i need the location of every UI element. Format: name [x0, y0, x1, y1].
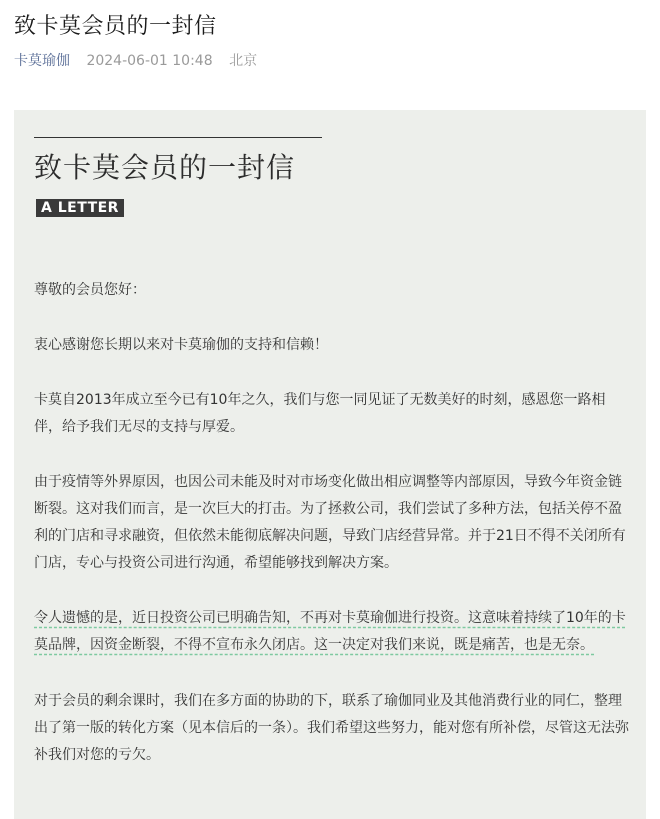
closure-text: 令人遗憾的是，近日投资公司已明确告知，不再对卡莫瑜伽进行投资。这意味着持续了10年的卡莫品牌，因资金断裂，不得不宣布永久闭店。这一决定对我们来说，既是痛苦，也是无奈。	[34, 610, 626, 653]
letter-card	[14, 110, 646, 819]
history-paragraph: 卡莫自2013年成立至今已有10年之久，我们与您一同见证了无数美好的时刻，感恩您一路相伴，给予我们无尽的支持与厚爱。	[34, 392, 606, 435]
publish-location: 北京	[229, 53, 258, 69]
article-title: 致卡莫会员的一封信	[14, 14, 217, 39]
compensation-paragraph: 对于会员的剩余课时，我们在多方面的协助的下，联系了瑜伽同业及其他消费行业的同仁，整理出了第一版的转化方案（见本信后的一条）。我们希望这些努力，能对您有所补偿，尽管这无法弥补我们对您的亏欠。	[34, 693, 629, 763]
closure-paragraph	[34, 605, 630, 659]
letter-tag: A LETTER	[36, 199, 124, 217]
letter-heading: 致卡莫会员的一封信	[34, 151, 296, 184]
reason-paragraph: 由于疫情等外界原因，也因公司未能及时对市场变化做出相应调整等内部原因，导致今年资金链断裂。这对我们而言，是一次巨大的打击。为了拯救公司，我们尝试了多种方法，包括关停不盈利的门店和寻求融资，但依然未能彻底解决问题，导致门店经营异常。并于21日不得不关闭所有门店，专心与投资公司进行沟通，希望能够找到解决方案。	[34, 474, 626, 571]
letter-body	[34, 277, 630, 797]
publish-date: 2024-06-01 10:48	[86, 53, 213, 69]
author-link[interactable]: 卡莫瑜伽	[14, 53, 70, 69]
heading-rule	[34, 137, 322, 138]
thanks-paragraph: 衷心感谢您长期以来对卡莫瑜伽的支持和信赖！	[34, 337, 328, 353]
greeting-paragraph: 尊敬的会员您好：	[34, 282, 146, 298]
article-meta	[14, 52, 257, 70]
